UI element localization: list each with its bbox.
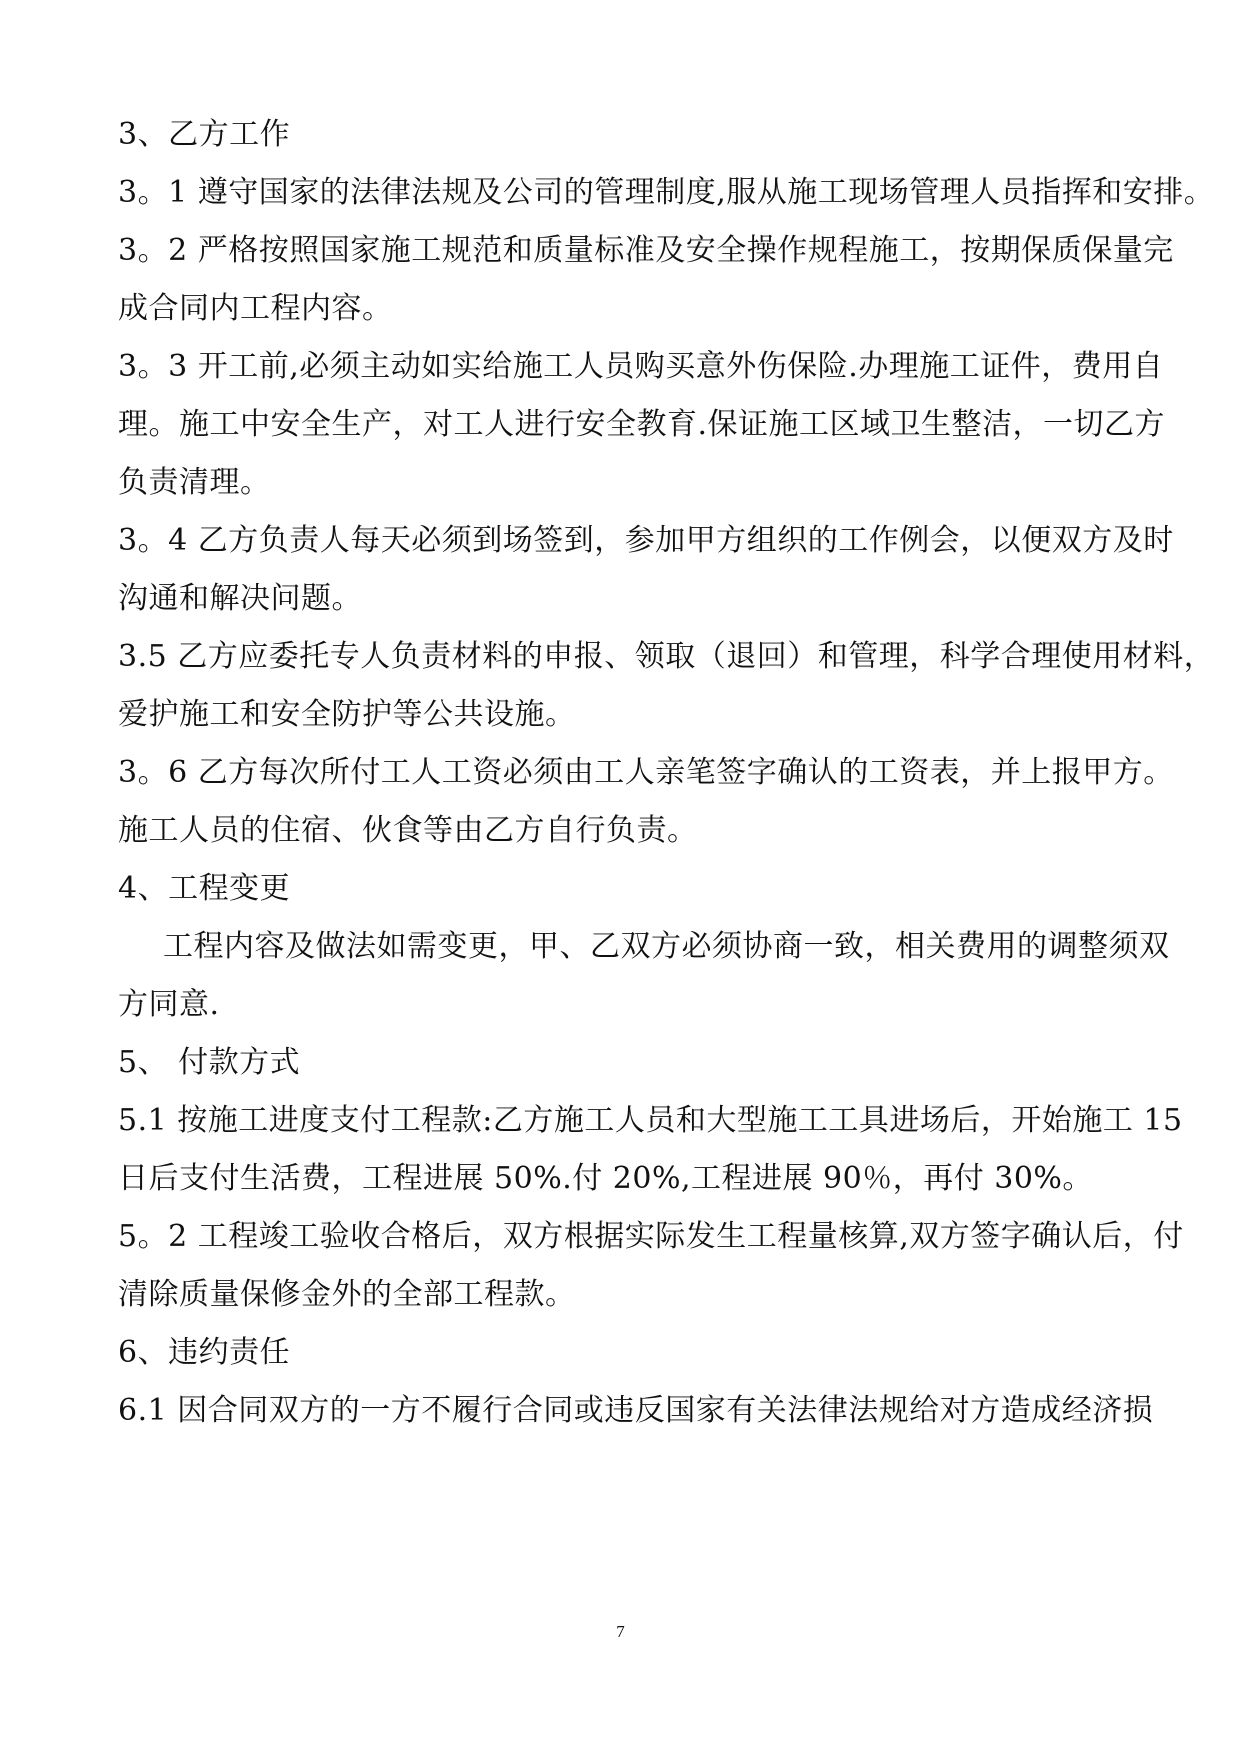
clause-3-1: 3。1 遵守国家的法律法规及公司的管理制度,服从施工现场管理人员指挥和安排。	[118, 175, 1215, 210]
clause-3-6-line-2: 施工人员的住宿、伙食等由乙方自行负责。	[118, 813, 698, 848]
clause-5-1-line-1: 5.1 按施工进度支付工程款:乙方施工人员和大型施工工具进场后，开始施工 15	[118, 1103, 1183, 1138]
clause-3-4-line-1: 3。4 乙方负责人每天必须到场签到，参加甲方组织的工作例会，以便双方及时	[118, 523, 1174, 558]
clause-5-2-line-2: 清除质量保修金外的全部工程款。	[118, 1277, 576, 1312]
clause-3-4-line-2: 沟通和解决问题。	[118, 581, 362, 616]
clause-3-2-line-2: 成合同内工程内容。	[118, 291, 393, 326]
clause-3-5-line-1: 3.5 乙方应委托专人负责材料的申报、领取（退回）和管理，科学合理使用材料，	[118, 639, 1215, 674]
section-4-body-line-1: 工程内容及做法如需变更，甲、乙双方必须协商一致，相关费用的调整须双	[163, 929, 1170, 964]
section-3-heading: 3、乙方工作	[118, 117, 291, 152]
clause-3-2-line-1: 3。2 严格按照国家施工规范和质量标准及安全操作规程施工，按期保质保量完	[118, 233, 1174, 268]
clause-5-1-line-2: 日后支付生活费，工程进展 50%.付 20%,工程进展 90％，再付 30%。	[118, 1161, 1093, 1196]
clause-6-1-line-1: 6.1 因合同双方的一方不履行合同或违反国家有关法律法规给对方造成经济损	[118, 1393, 1154, 1428]
clause-3-3-line-2: 理。施工中安全生产，对工人进行安全教育.保证施工区域卫生整洁，一切乙方	[118, 407, 1166, 442]
clause-3-5-line-2: 爱护施工和安全防护等公共设施。	[118, 697, 576, 732]
clause-5-2-line-1: 5。2 工程竣工验收合格后，双方根据实际发生工程量核算,双方签字确认后，付	[118, 1219, 1184, 1254]
clause-3-6-line-1: 3。6 乙方每次所付工人工资必须由工人亲笔签字确认的工资表，并上报甲方。	[118, 755, 1174, 790]
clause-3-3-line-1: 3。3 开工前,必须主动如实给施工人员购买意外伤保险.办理施工证件，费用自	[118, 349, 1164, 384]
section-5-heading: 5、 付款方式	[118, 1045, 301, 1080]
clause-3-3-line-3: 负责清理。	[118, 465, 271, 500]
page-number: 7	[616, 1622, 625, 1641]
section-4-body-line-2: 方同意.	[118, 987, 220, 1022]
section-4-heading: 4、工程变更	[118, 871, 291, 906]
section-6-heading: 6、违约责任	[118, 1335, 291, 1370]
